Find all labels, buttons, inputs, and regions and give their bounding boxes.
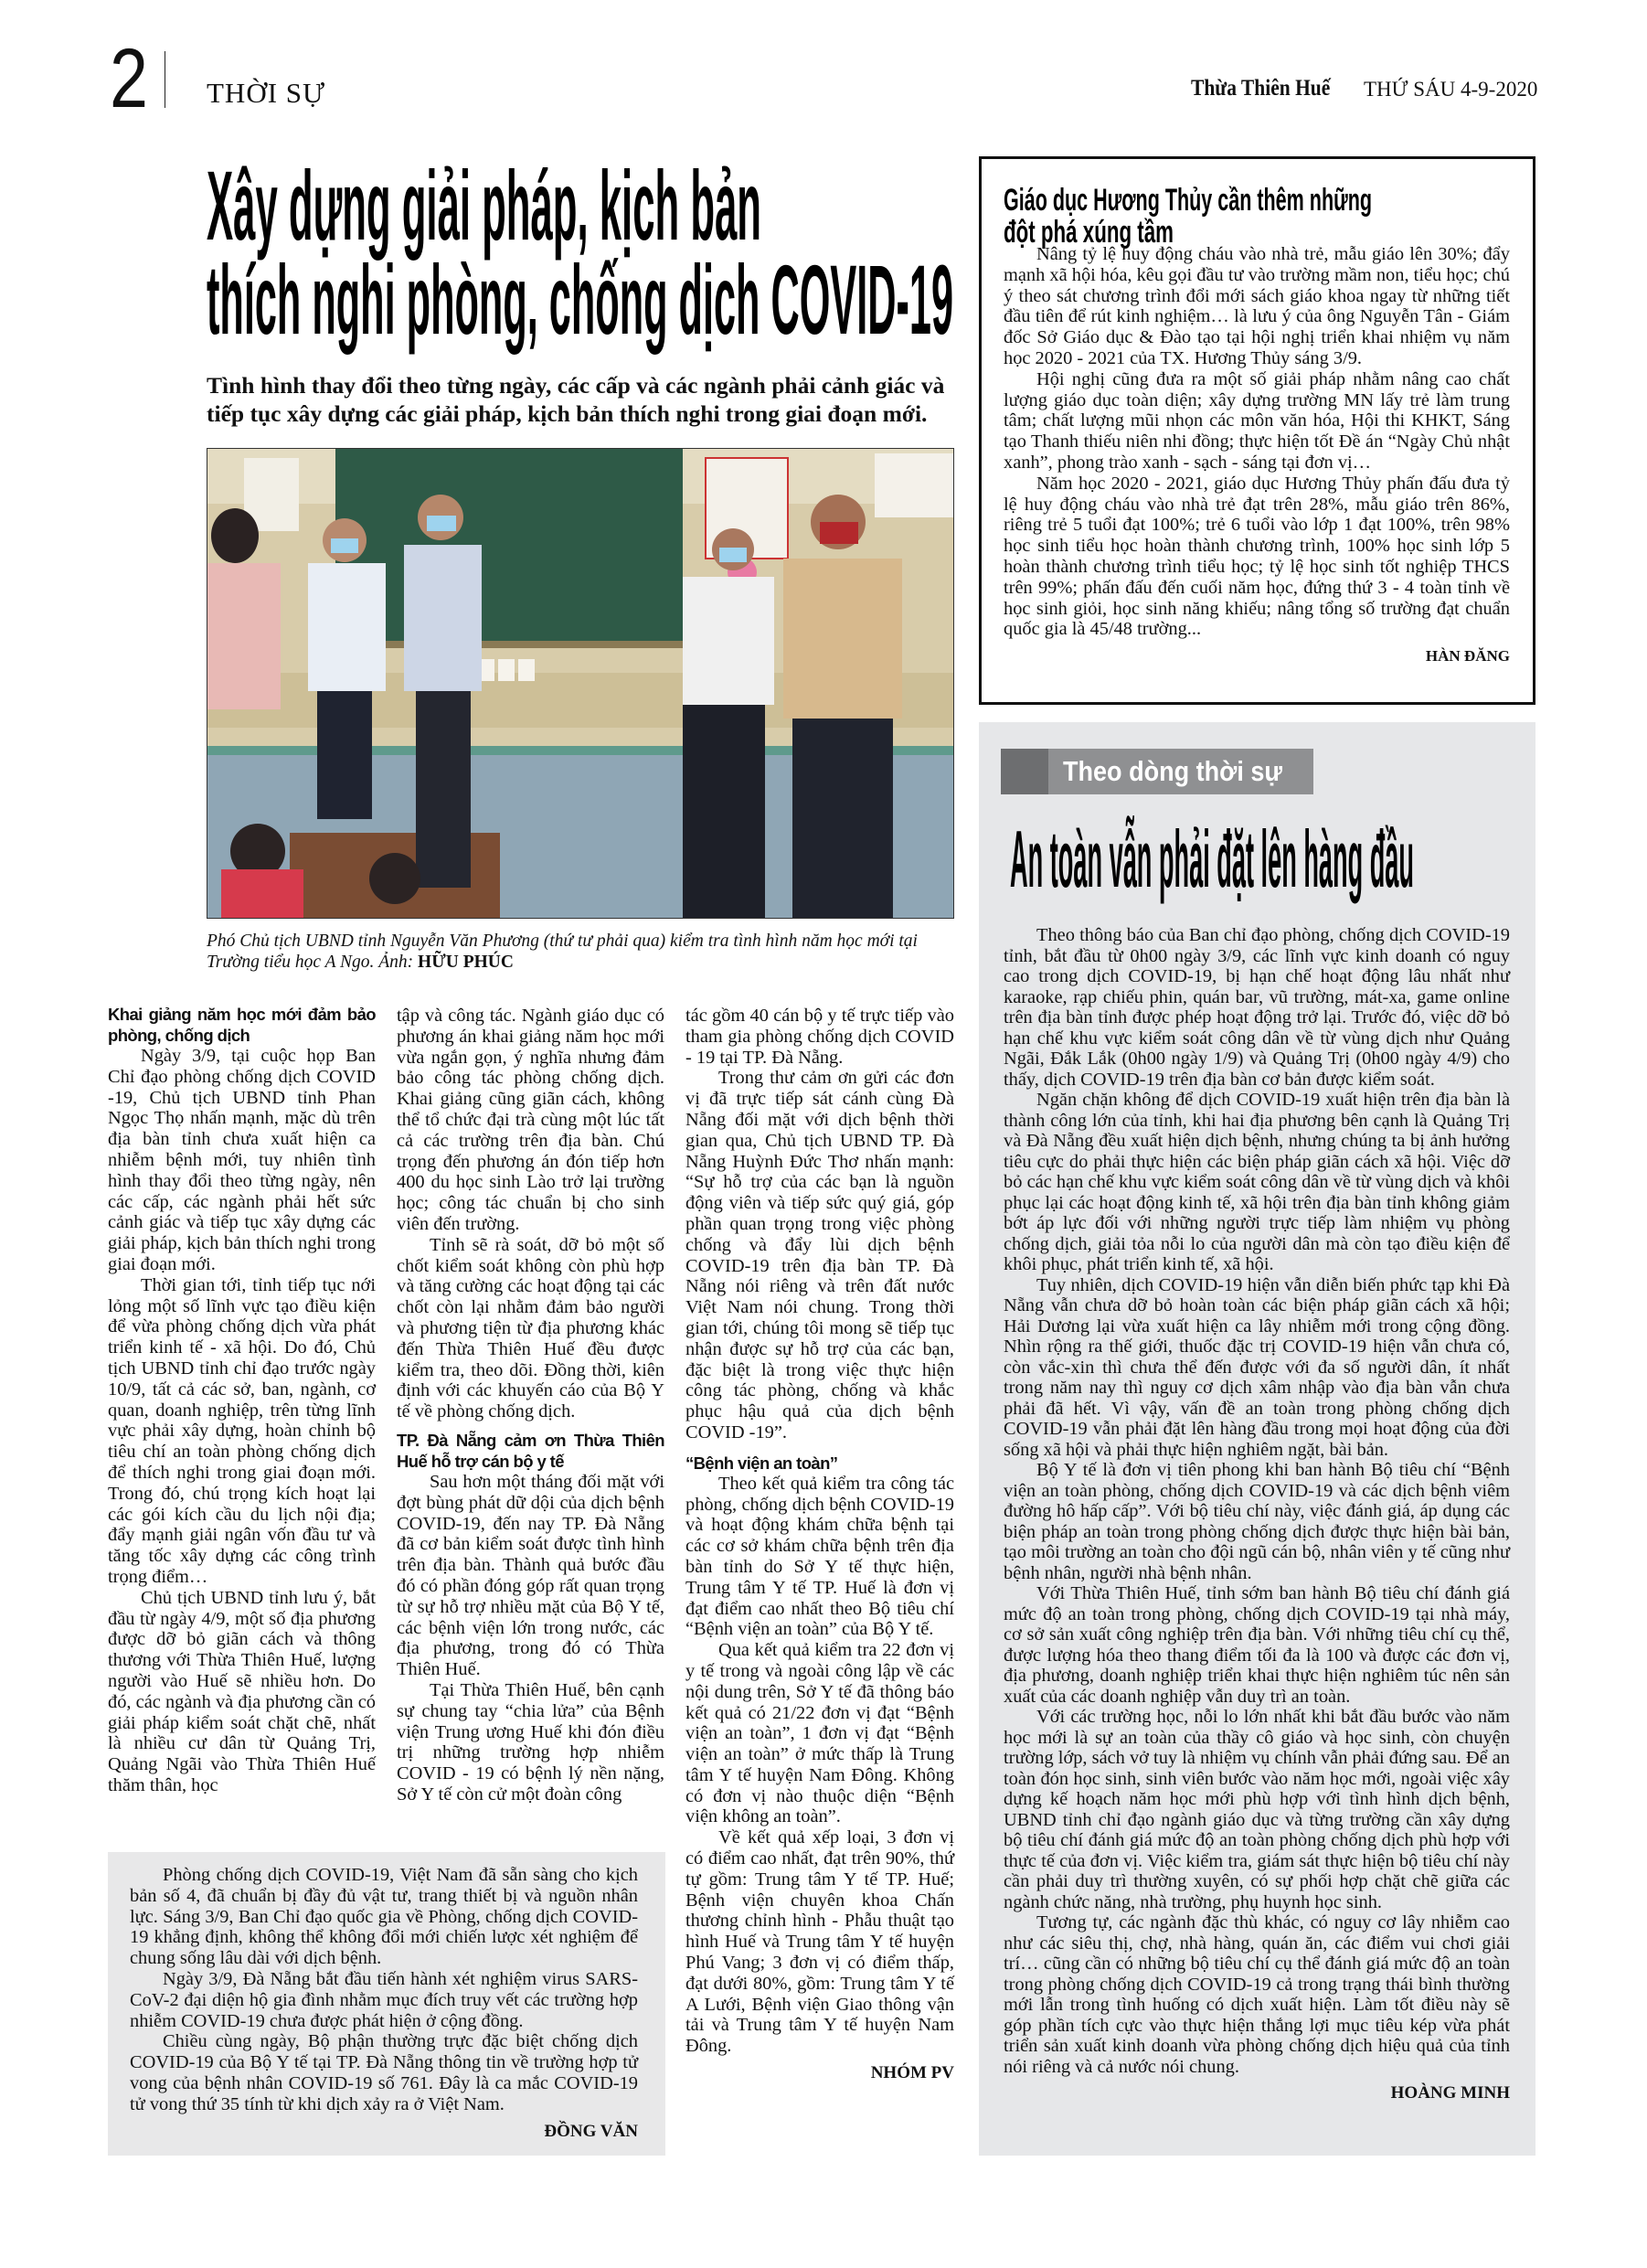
paragraph: Ngăn chặn không để dịch COVID-19 xuất hiện trên địa bàn là thành công lớn của tỉnh, khi hai địa phương bên cạnh là Quảng Trị và Đà Nẵng đều xuất hiện dịch bệnh, nhưng chúng ta bị ảnh hưởng tiêu cực do phải thực hiện các biện pháp giãn cách xã hội. Việc dỡ bỏ các hạn chế khu vực kiểm soát công dân về từ vùng dịch và khôi phục lại các hoạt động kinh tế, xã hội trên địa bàn tỉnh không giảm bớt áp lực đối với những người trực tiếp làm nhiệm vụ phòng chống dịch, giải tỏa nỗi lo của người dân mà còn tạo điều kiện để khôi phục, phát triển kinh tế, xã hội. <box>1004 1090 1510 1274</box>
subheading: TP. Đà Nẵng cảm ơn Thừa Thiên Huế hỗ trợ cán bộ y tế <box>397 1430 664 1471</box>
subheading: “Bệnh viện an toàn” <box>685 1453 838 1473</box>
paragraph: Tại Thừa Thiên Huế, bên cạnh sự chung tay “chia lửa” của Bệnh viện Trung ương Huế khi đón điều trị những trường hợp nhiễm COVID - 19 có bệnh lý nền nặng, Sở Y tế còn cử một đoàn công <box>397 1679 664 1805</box>
paragraph: Tuy nhiên, dịch COVID-19 hiện vẫn diễn biến phức tạp khi Đà Nẵng vẫn chưa dỡ bỏ hoàn toàn các biện pháp giãn cách xã hội; Hải Dương lại vừa xuất hiện ca lây nhiễm mới trong cộng đồng. Nhìn rộng ra thế giới, thuốc đặc trị COVID-19 hiện vẫn chưa có, còn vắc-xin thì chưa thể đến được với đa số người dân, ít nhất trong năm nay thì nguy cơ dịch xâm nhập vào địa bàn vẫn chưa phải đã hết. Vì vậy, vấn đề an toàn trong phòng chống dịch COVID-19 vẫn phải đặt lên hàng đầu trong mọi hoạt động của đời sống xã hội và phải thực hiện nghiêm ngặt, bài bản. <box>1004 1274 1510 1460</box>
paragraph: Tỉnh sẽ rà soát, dỡ bỏ một số chốt kiểm soát không còn phù hợp và tăng cường các hoạt động tại các chốt còn lại nhằm đảm bảo người và phương tiện từ địa phương khác đến Thừa Thiên Huế đều được kiểm tra, theo dõi. Đồng thời, kiên định với các khuyến cáo của Bộ Y tế về phòng chống dịch. <box>397 1234 664 1422</box>
rubric-label: Theo dòng thời sự <box>1063 755 1283 787</box>
main-headline-line1: Xây dựng giải pháp, kịch bản <box>207 150 761 261</box>
byline: ĐỒNG VĂN <box>544 2121 638 2141</box>
article-photo <box>207 448 954 919</box>
news-brief-box <box>108 1852 665 2156</box>
paragraph: Chiều cùng ngày, Bộ phận thường trực đặc biệt chống dịch COVID-19 của Bộ Y tế tại TP. Đà Nẵng thông tin về trường hợp tử vong của bệnh nhân COVID-19 số 761. Đây là ca mắc COVID-19 tử vong thứ 35 tính từ khi dịch xảy ra ở Việt Nam. <box>130 2031 638 2114</box>
main-headline-line2: thích nghi phòng, chống dịch COVID-19 <box>207 244 953 355</box>
caption-text: Phó Chủ tịch UBND tỉnh Nguyễn Văn Phương (thứ tư phải qua) kiểm tra tình hình năm học mới tại Trường tiểu học A Ngo. Ảnh: <box>207 932 918 972</box>
paragraph: Hội nghị cũng đưa ra một số giải pháp nhằm nâng cao chất lượng giáo dục toàn diện; xây dựng trường MN lấy trẻ làm trung tâm; chất lượng mũi nhọn các môn văn hóa, Hội thi KHKT, Sáng tạo Thanh thiếu niên nhi đồng; thực hiện tốt Đề án “Ngày Chủ nhật xanh”, phong trào xanh - sạch - sáng tại đơn vị… <box>1004 368 1510 473</box>
masthead: Thừa Thiên Huế <box>1191 76 1331 101</box>
opinion-panel <box>979 722 1535 2156</box>
side-article-text <box>1004 244 1510 667</box>
paragraph: Qua kết quả kiểm tra 22 đơn vị y tế trong và ngoài công lập về các nội dung trên, Sở Y tế đã thông báo kết quả có 21/22 đơn vị đạt “Bệnh viện an toàn”, 1 đơn vị đạt “Bệnh viện an toàn” ở mức thấp là Trung tâm Y tế huyện Nam Đông. Không có đơn vị nào thuộc diện “Bệnh viện không an toàn”. <box>685 1640 954 1827</box>
paragraph: Tương tự, các ngành đặc thù khác, có nguy cơ lây nhiễm cao như các siêu thị, chợ, nhà hàng, quán ăn, các điểm vui chơi giải trí… cũng cần có những bộ tiêu chí cụ thể đánh giá mức độ an toàn trong phòng chống dịch COVID-19 cả trong trạng thái bình thường mới lẫn trong tình huống có dịch xuất hiện. Làm tốt điều này sẽ góp phần tích cực vào thực hiện thắng lợi mục tiêu kép vừa phát triển sản xuất kinh doanh vừa phòng chống dịch hiệu quả của tỉnh nói riêng và cả nước nói chung. <box>1004 1912 1510 2077</box>
news-brief-text <box>130 1865 638 2143</box>
paragraph: Chủ tịch UBND tỉnh lưu ý, bắt đầu từ ngày 4/9, một số địa phương được dỡ bỏ giãn cách và thông thương với Thừa Thiên Huế, lượng người vào Huế sẽ nhiều hơn. Do đó, các ngành và địa phương cần có giải pháp kiểm soát chặt chẽ, nhất là nhiều cư dân từ Quảng Trị, Quảng Ngãi vào Thừa Thiên Huế thăm thân, học <box>108 1587 376 1795</box>
article-column-1 <box>108 1004 376 1796</box>
paragraph: tác gồm 40 cán bộ y tế trực tiếp vào tham gia phòng chống dịch COVID - 19 tại TP. Đà Nẵng. <box>685 1006 954 1068</box>
paragraph: Ngày 3/9, tại cuộc họp Ban Chỉ đạo phòng chống dịch COVID -19, Chủ tịch UBND tỉnh Phan Ngọc Thọ nhấn mạnh, mặc dù trên địa bàn tỉnh chưa xuất hiện ca nhiễm bệnh mới, tuy nhiên tình hình thay đổi theo từng ngày, nên các cấp, các ngành phải hết sức cảnh giác và tiếp tục xây dựng các giải pháp, kịch bản thích nghi trong giai đoạn mới. <box>108 1046 376 1274</box>
paragraph: Năm học 2020 - 2021, giáo dục Hương Thủy phấn đấu đưa tỷ lệ huy động cháu vào nhà trẻ đạt trên 28%, mẫu giáo trên 86%, riêng trẻ 5 tuổi đạt 100%; trẻ 6 tuổi vào lớp 1 đạt 100%, trên 98% học sinh tiểu học hoàn thành chương trình, 100% học sinh lớp 5 hoàn thành chương trình tiểu học; tỷ lệ học sinh tốt nghiệp THCS trên 99%; phấn đấu đến cuối năm học, đứng thứ 3 - 4 toàn tỉnh về học sinh giỏi, học sinh năng khiếu; nâng tổng số trường đạt chuẩn quốc gia là 45/48 trường... <box>1004 473 1510 640</box>
byline: HOÀNG MINH <box>1390 2083 1510 2103</box>
paragraph: tập và công tác. Ngành giáo dục có phương án khai giảng năm học mới vừa ngắn gọn, ý nghĩa nhưng đảm bảo công tác phòng chống dịch. Khai giảng cũng giãn cách, không thể tổ chức đại trà cùng một lúc tất cả các trường trên địa bàn. Chú trọng đến phương án đón tiếp hơn 400 du học sinh Lào trở lại trường học; công tác chuẩn bị cho sinh viên đến trường. <box>397 1006 664 1234</box>
article-column-2 <box>397 1006 664 1805</box>
side-title-line1: Giáo dục Hương Thủy cần thêm những <box>1004 183 1372 218</box>
paragraph: Ngày 3/9, Đà Nẵng bắt đầu tiến hành xét nghiệm virus SARS-CoV-2 đại diện hộ gia đình nhằm mục đích truy vết các trường hợp nhiễm COVID-19 chưa được phát hiện ở cộng đồng. <box>130 1968 638 2031</box>
paragraph: Theo thông báo của Ban chỉ đạo phòng, chống dịch COVID-19 tỉnh, bắt đầu từ 0h00 ngày 3/9, các lĩnh vực kinh doanh có nguy cao trong dịch COVID-19, bị hạn chế hoạt động lâu nhất như karaoke, rạp chiếu phin, quán bar, vũ trường, mát-xa, game online trên địa bàn tỉnh được phép hoạt động trở lại. Trước đó, việc dỡ bỏ hạn chế khu vực kiểm soát công dân về từ vùng dịch như Quảng Ngãi, Đắk Lắk (0h00 ngày 1/9) và Quảng Trị (0h00 ngày 4/9) cho thấy, dịch COVID-19 trên địa bàn cơ bản được kiểm soát. <box>1004 925 1510 1090</box>
opinion-text <box>1004 925 1510 2104</box>
paragraph: Trong thư cảm ơn gửi các đơn vị đã trực tiếp sát cánh cùng Đà Nẵng đối mặt với dịch bệnh thời gian qua, Chủ tịch UBND TP. Đà Nẵng Huỳnh Đức Thơ nhấn mạnh: “Sự hỗ trợ của các bạn là nguồn động viên và tiếp sức quý giá, góp phần quan trọng trong việc phòng chống và đẩy lùi dịch bệnh COVID-19 trên địa bàn TP. Đà Nẵng nói riêng và trên đất nước Việt Nam nói chung. Trong thời gian tới, chúng tôi mong sẽ tiếp tục nhận được sự hỗ trợ của các bạn, đặc biệt là trong việc thực hiện công tác phòng, chống và khắc phục hậu quả của dịch bệnh COVID -19”. <box>685 1068 954 1443</box>
photo-credit: HỮU PHÚC <box>418 953 514 972</box>
paragraph: Nâng tỷ lệ huy động cháu vào nhà trẻ, mẫu giáo lên 30%; đẩy mạnh xã hội hóa, kêu gọi đầu tư vào trường mầm non, tiểu học; chú ý theo sát chương trình đổi mới sách giáo khoa ngay từ những tiết đầu tiên để rút kinh nghiệm… là lưu ý của ông Nguyễn Tân - Giám đốc Sở Giáo dục & Đào tạo tại hội nghị triển khai nhiệm vụ năm học 2020 - 2021 của TX. Hương Thủy sáng 3/9. <box>1004 244 1510 368</box>
side-article-box <box>979 156 1535 705</box>
lead-paragraph: Tình hình thay đổi theo từng ngày, các cấp và các ngành phải cảnh giác và tiếp tục xây dựng các giải pháp, kịch bản thích nghi trong giai đoạn mới. <box>207 372 945 427</box>
page-number: 2 <box>110 32 148 125</box>
paragraph: Thời gian tới, tỉnh tiếp tục nới lỏng một số lĩnh vực tạo điều kiện để vừa phòng chống dịch vừa phát triển kinh tế - xã hội. Do đó, Chủ tịch UBND tỉnh chỉ đạo trước ngày 10/9, tất cả các sở, ban, ngành, cơ quan, doanh nghiệp, trên từng lĩnh vực phải xây dựng, hoàn chỉnh bộ tiêu chí an toàn phòng chống dịch để thích nghi trong giai đoạn mới. Trong đó, chú trọng kích hoạt lại các gói kích cầu du lịch nội địa; đẩy mạnh giải ngân vốn đầu tư và tăng tốc xây dựng các công trình trọng điểm… <box>108 1274 376 1587</box>
paragraph: Với Thừa Thiên Huế, tỉnh sớm ban hành Bộ tiêu chí đánh giá mức độ an toàn trong phòng, chống dịch COVID-19 tại nhà máy, cơ sở sản xuất công nghiệp trên địa bàn. Với những tiêu chí cụ thể, được lượng hóa theo thang điểm tối đa là 100 và được các đơn vị, địa phương, doanh nghiệp triển khai thực hiện nghiêm túc nên sản xuất của các doanh nghiệp vẫn duy trì an toàn. <box>1004 1583 1510 1707</box>
section-name: THỜI SỰ <box>207 77 326 109</box>
opinion-title: An toàn vẫn phải đặt lên hàng đầu <box>1010 814 1414 904</box>
paragraph: Phòng chống dịch COVID-19, Việt Nam đã sẵn sàng cho kịch bản số 4, đã chuẩn bị đầy đủ vật tư, trang thiết bị và nguồn nhân lực. Sáng 3/9, Ban Chỉ đạo quốc gia về Phòng, chống dịch COVID-19 khẳng định, không thể không đổi mới chiến lược xét nghiệm để chung sống lâu dài với dịch bệnh. <box>130 1865 638 1969</box>
side-title-line2: đột phá xúng tầm <box>1004 215 1174 250</box>
issue-date: THỨ SÁU 4-9-2020 <box>1364 78 1538 101</box>
byline: NHÓM PV <box>870 2063 954 2083</box>
paragraph: Sau hơn một tháng đối mặt với đợt bùng phát dữ dội của dịch bệnh COVID-19, đến nay TP. Đà Nẵng đã cơ bản kiểm soát được tình hình trên địa bàn. Thành quả bước đầu đó có phần đóng góp rất quan trọng từ sự hỗ trợ nhiều mặt của Bộ Y tế, các bệnh viện lớn trong nước, các địa phương, trong đó có Thừa Thiên Huế. <box>397 1471 664 1680</box>
paragraph: Về kết quả xếp loại, 3 đơn vị có điểm cao nhất, đạt trên 90%, thứ tự gồm: Trung tâm Y tế TP. Huế; Bệnh viện chuyên khoa Chấn thương chỉnh hình - Phẫu thuật tạo hình Huế và Trung tâm Y tế huyện Phú Vang; 3 đơn vị có điểm thấp, đạt dưới 80%, gồm: Trung tâm Y tế A Lưới, Bệnh viện Giao thông vận tải và Trung tâm Y tế huyện Nam Đông. <box>685 1827 954 2057</box>
classroom-photo <box>207 449 954 919</box>
opinion-heading <box>979 722 1535 914</box>
main-headline <box>0 0 969 366</box>
subheading: Khai giảng năm học mới đảm bảo phòng, chống dịch <box>108 1005 376 1045</box>
paragraph: Bộ Y tế là đơn vị tiên phong khi ban hành Bộ tiêu chí “Bệnh viện an toàn phòng, chống dịch COVID-19 và các dịch bệnh viêm đường hô hấp cấp”. Với bộ tiêu chí này, việc đánh giá, áp dụng các biện pháp an toàn trong phòng chống dịch được thực hiện bài bản, tạo môi trường an toàn cho đội ngũ cán bộ, nhân viên y tế cũng như bệnh nhân, người nhà bệnh nhân. <box>1004 1460 1510 1583</box>
byline: HÀN ĐĂNG <box>1425 647 1510 665</box>
paragraph: Theo kết quả kiểm tra công tác phòng, chống dịch bệnh COVID-19 và hoạt động khám chữa bệnh tại các cơ sở khám chữa bệnh trên địa bàn tỉnh do Sở Y tế thực hiện, Trung tâm Y tế TP. Huế là đơn vị đạt điểm cao nhất theo Bộ tiêu chí “Bệnh viện an toàn” của Bộ Y tế. <box>685 1473 954 1640</box>
photo-caption <box>207 931 956 973</box>
paragraph: Với các trường học, nỗi lo lớn nhất khi bắt đầu bước vào năm học mới là sự an toàn của thầy cô giáo và học sinh, còn chuyện trường lớp, sách vở tuy là nhiệm vụ chính vẫn phải đứng sau. Để an toàn đón học sinh, sinh viên bước vào năm học mới, ngoài việc xây dựng kế hoạch năm học mới phù hợp với tình hình dịch bệnh, UBND tỉnh chỉ đạo ngành giáo dục và từng trường cần xây dựng bộ tiêu chí đánh giá mức độ an toàn phòng chống dịch phù hợp với thực tế của đơn vị. Việc kiểm tra, giám sát thực hiện bộ tiêu chí này cần phải duy trì thường xuyên, có sự phối hợp chặt chẽ giữa các ngành chức năng, nhà trường, phụ huynh học sinh. <box>1004 1707 1510 1912</box>
article-column-3 <box>685 1006 954 2084</box>
